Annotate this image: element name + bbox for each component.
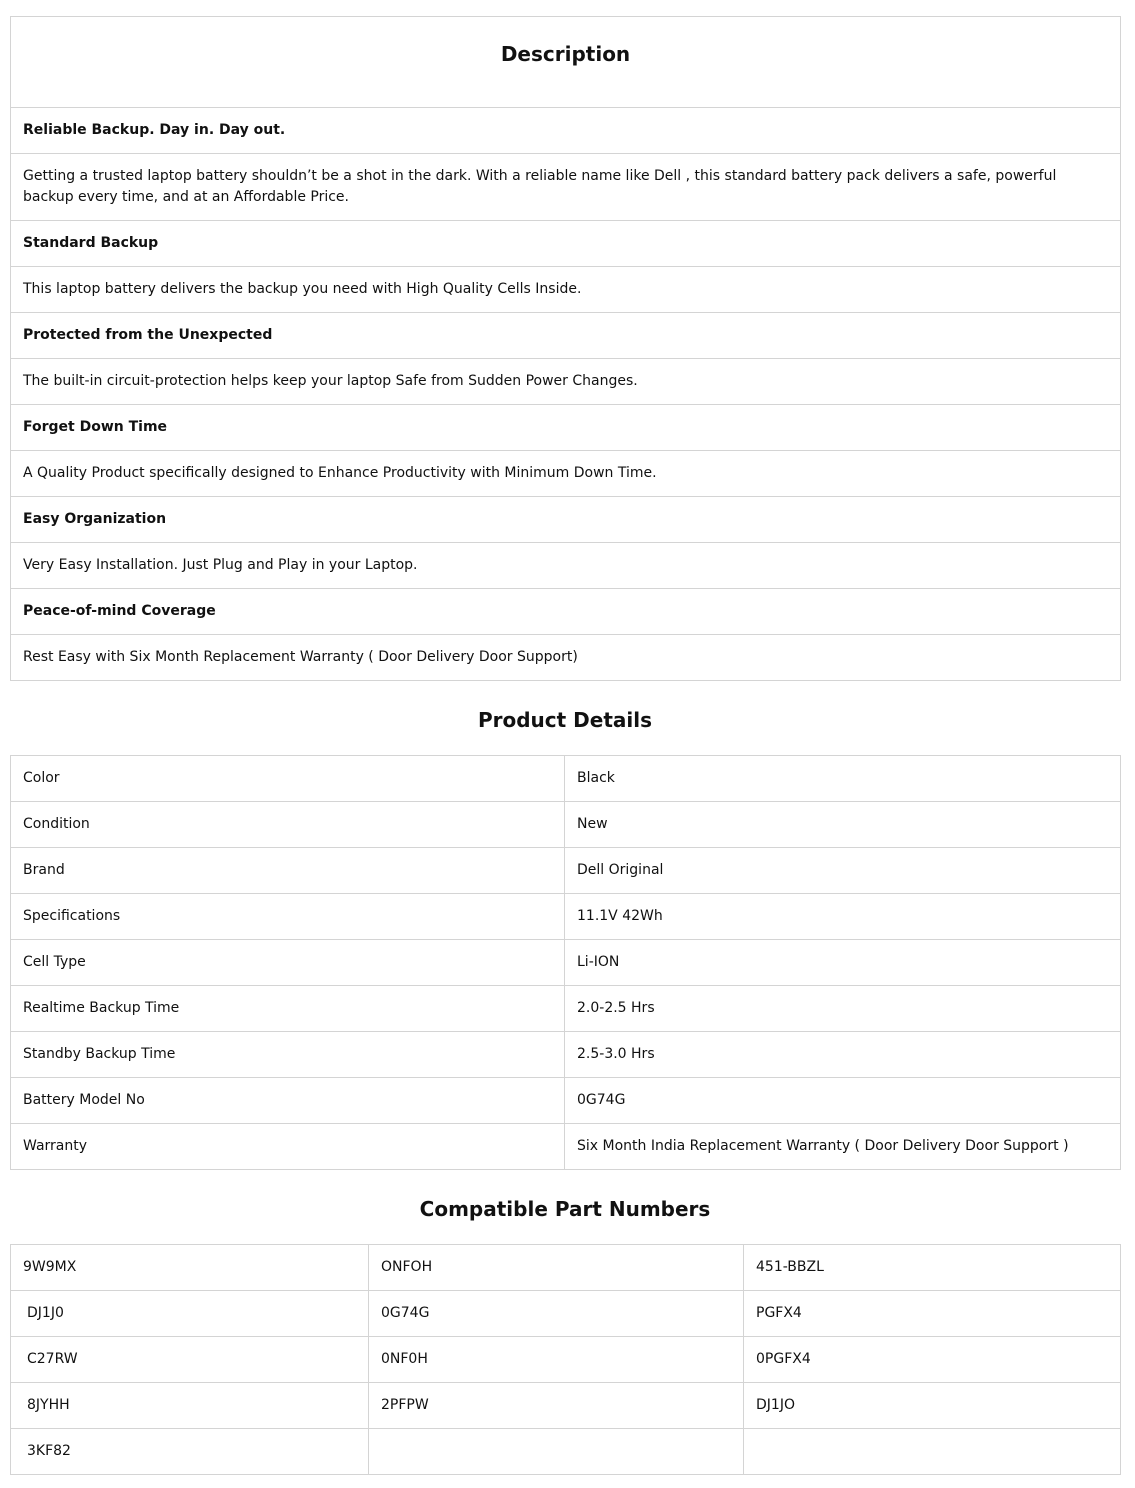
detail-label: Brand [11, 848, 565, 894]
detail-label: Warranty [11, 1124, 565, 1170]
detail-value: New [565, 802, 1121, 848]
table-row [11, 1078, 1121, 1124]
part-number: 2PFPW [369, 1383, 744, 1429]
description-text: Rest Easy with Six Month Replacement Warranty ( Door Delivery Door Support) [11, 635, 1121, 681]
description-text: A Quality Product specifically designed to Enhance Productivity with Minimum Down Time. [11, 451, 1121, 497]
detail-label: Standby Backup Time [11, 1032, 565, 1078]
product-details-table [10, 755, 1121, 1170]
detail-label: Color [11, 756, 565, 802]
part-number: DJ1J0 [11, 1291, 369, 1337]
part-number: 0G74G [369, 1291, 744, 1337]
table-row [11, 986, 1121, 1032]
table-row [11, 1032, 1121, 1078]
description-heading: Forget Down Time [11, 405, 1121, 451]
product-details-title: Product Details [477, 708, 653, 732]
part-number: 0PGFX4 [744, 1337, 1121, 1383]
table-row [11, 802, 1121, 848]
table-row [11, 940, 1121, 986]
detail-value: Li-ION [565, 940, 1121, 986]
detail-label: Condition [11, 802, 565, 848]
detail-label: Realtime Backup Time [11, 986, 565, 1032]
detail-value: 0G74G [565, 1078, 1121, 1124]
description-heading: Easy Organization [11, 497, 1121, 543]
description-table [10, 16, 1121, 681]
description-heading: Reliable Backup. Day in. Day out. [11, 108, 1121, 154]
page-content [10, 16, 1120, 1475]
table-row [11, 848, 1121, 894]
part-number: 3KF82 [11, 1429, 369, 1475]
compatible-parts-title: Compatible Part Numbers [419, 1197, 711, 1221]
description-text: Very Easy Installation. Just Plug and Play in your Laptop. [11, 543, 1121, 589]
description-title: Description [11, 17, 1121, 108]
table-row [11, 1383, 1121, 1429]
detail-value: 2.0-2.5 Hrs [565, 986, 1121, 1032]
part-number: 8JYHH [11, 1383, 369, 1429]
table-row [11, 756, 1121, 802]
part-number-empty [369, 1429, 744, 1475]
detail-value: 11.1V 42Wh [565, 894, 1121, 940]
part-number: C27RW [11, 1337, 369, 1383]
description-text: The built-in circuit-protection helps keep your laptop Safe from Sudden Power Changes. [11, 359, 1121, 405]
table-row [11, 1291, 1121, 1337]
part-number: DJ1JO [744, 1383, 1121, 1429]
description-heading: Protected from the Unexpected [11, 313, 1121, 359]
description-text: Getting a trusted laptop battery shouldn’t be a shot in the dark. With a reliable name like Dell , this standard battery pack delivers a safe, powerful backup every time, and at an Affordable Price. [11, 154, 1121, 221]
table-row [11, 1337, 1121, 1383]
part-number: 0NF0H [369, 1337, 744, 1383]
table-row [11, 1124, 1121, 1170]
table-row [11, 1245, 1121, 1291]
part-number: 451-BBZL [744, 1245, 1121, 1291]
part-number-empty [744, 1429, 1121, 1475]
description-text: This laptop battery delivers the backup you need with High Quality Cells Inside. [11, 267, 1121, 313]
table-row [11, 1429, 1121, 1475]
description-heading: Peace-of-mind Coverage [11, 589, 1121, 635]
detail-label: Battery Model No [11, 1078, 565, 1124]
detail-label: Cell Type [11, 940, 565, 986]
table-row [11, 894, 1121, 940]
detail-value: Dell Original [565, 848, 1121, 894]
part-number: ONFOH [369, 1245, 744, 1291]
detail-value: 2.5-3.0 Hrs [565, 1032, 1121, 1078]
part-number: 9W9MX [11, 1245, 369, 1291]
detail-label: Specifications [11, 894, 565, 940]
part-number: PGFX4 [744, 1291, 1121, 1337]
compatible-parts-table [10, 1244, 1121, 1475]
detail-value: Black [565, 756, 1121, 802]
description-heading: Standard Backup [11, 221, 1121, 267]
detail-value: Six Month India Replacement Warranty ( Door Delivery Door Support ) [565, 1124, 1121, 1170]
